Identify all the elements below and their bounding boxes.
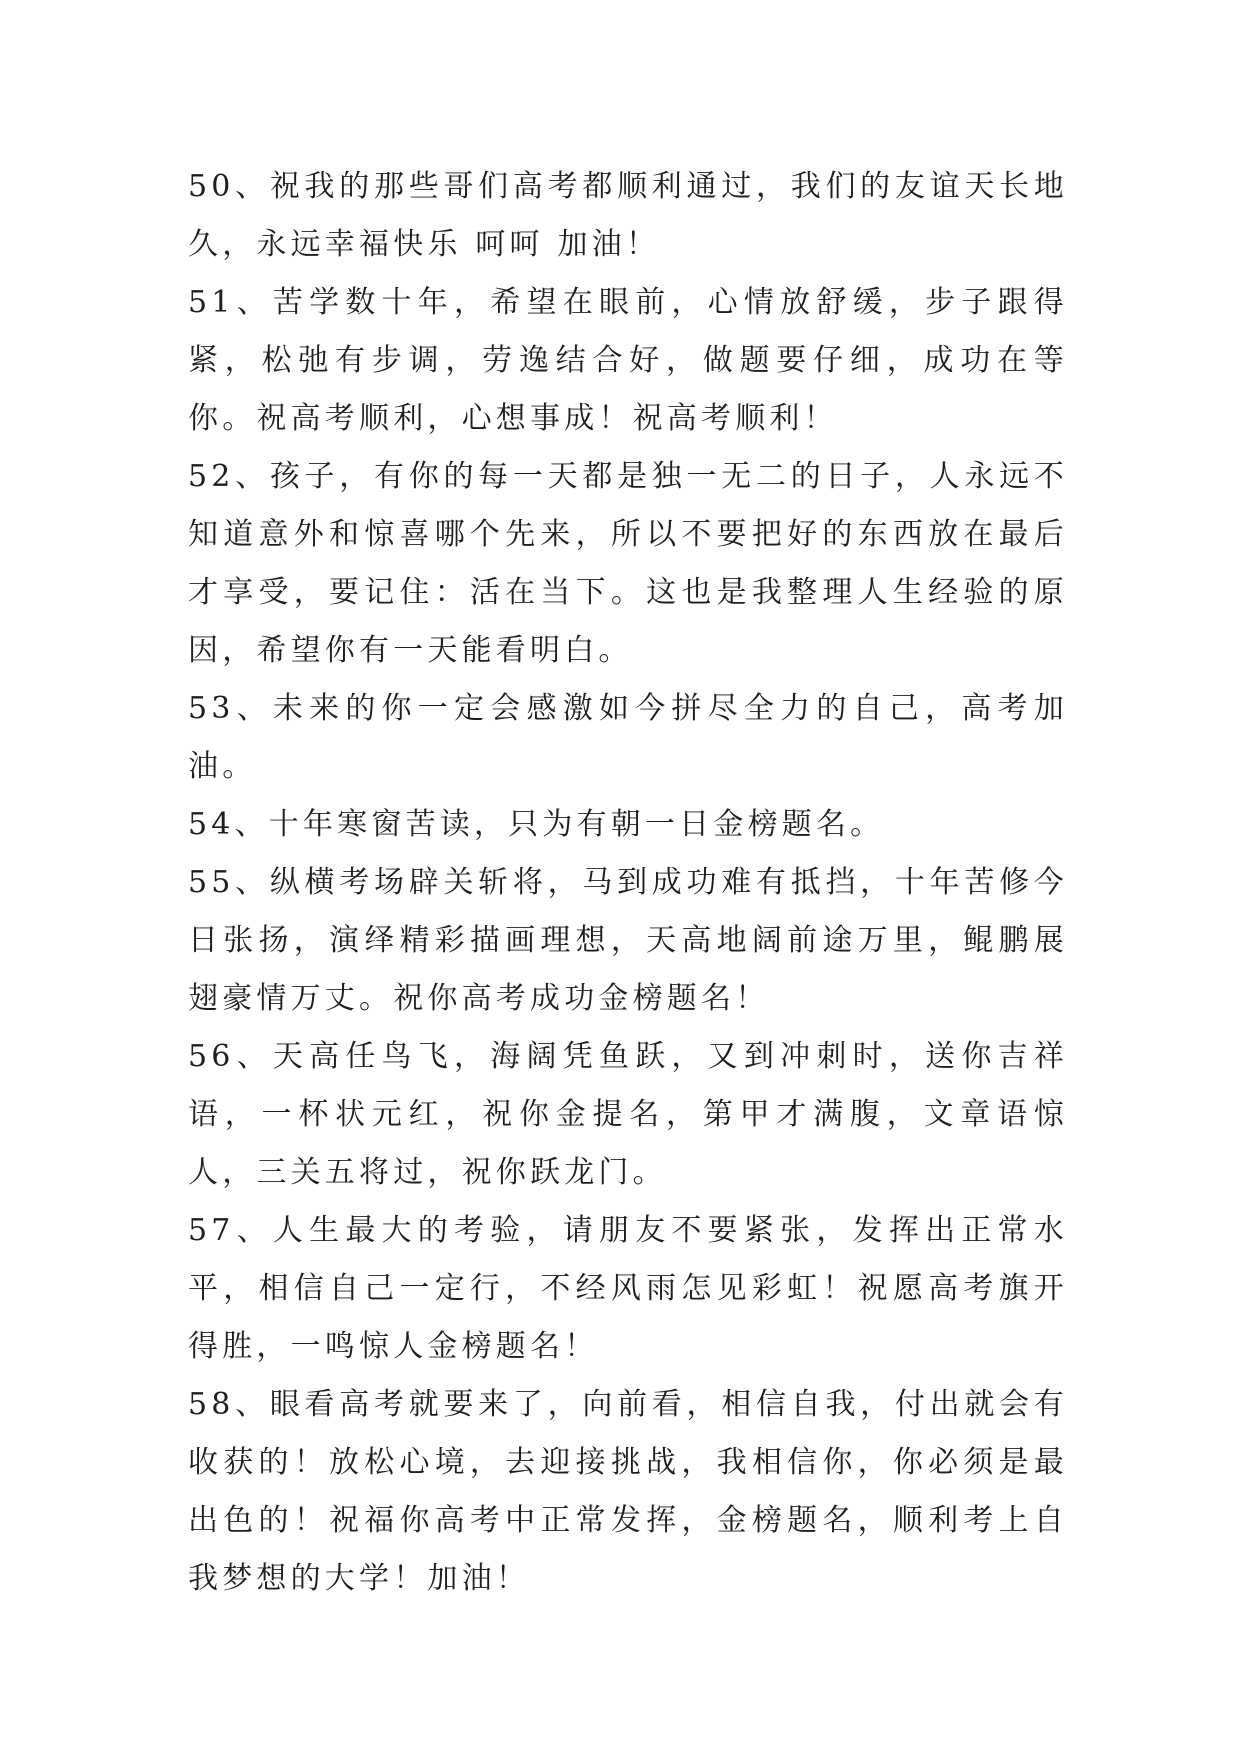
paragraph-52: 52、孩子，有你的每一天都是独一无二的日子，人永远不知道意外和惊喜哪个先来，所以不要把好的东西放在最后才享受，要记住：活在当下。这也是我整理人生经验的原因，希望你有一天能看明白。 bbox=[188, 459, 1068, 668]
paragraph-57: 57、人生最大的考验，请朋友不要紧张，发挥出正常水平，相信自己一定行，不经风雨怎见彩虹！祝愿高考旗开得胜，一鸣惊人金榜题名！ bbox=[188, 1213, 1068, 1364]
paragraph-58: 58、眼看高考就要来了，向前看，相信自我，付出就会有收获的！放松心境，去迎接挑战，我相信你，你必须是最出色的！祝福你高考中正常发挥，金榜题名，顺利考上自我梦想的大学！加油！ bbox=[188, 1387, 1068, 1596]
paragraph-50: 50、祝我的那些哥们高考都顺利通过，我们的友谊天长地久，永远幸福快乐 呵呵 加油！ bbox=[188, 169, 1068, 262]
paragraph-55: 55、纵横考场辟关斩将，马到成功难有抵挡，十年苦修今日张扬，演绎精彩描画理想，天高地阔前途万里，鲲鹏展翅豪情万丈。祝你高考成功金榜题名！ bbox=[188, 865, 1068, 1016]
document-body bbox=[188, 158, 1068, 1608]
paragraph-54: 54、十年寒窗苦读，只为有朝一日金榜题名。 bbox=[188, 807, 885, 842]
paragraph-56: 56、天高任鸟飞，海阔凭鱼跃，又到冲刺时，送你吉祥语，一杯状元红，祝你金提名，第甲才满腹，文章语惊人，三关五将过，祝你跃龙门。 bbox=[188, 1039, 1068, 1190]
paragraph-53: 53、未来的你一定会感激如今拼尽全力的自己，高考加油。 bbox=[188, 691, 1068, 784]
paragraph-51: 51、苦学数十年，希望在眼前，心情放舒缓，步子跟得紧，松弛有步调，劳逸结合好，做题要仔细，成功在等你。祝高考顺利，心想事成！祝高考顺利！ bbox=[188, 285, 1068, 436]
